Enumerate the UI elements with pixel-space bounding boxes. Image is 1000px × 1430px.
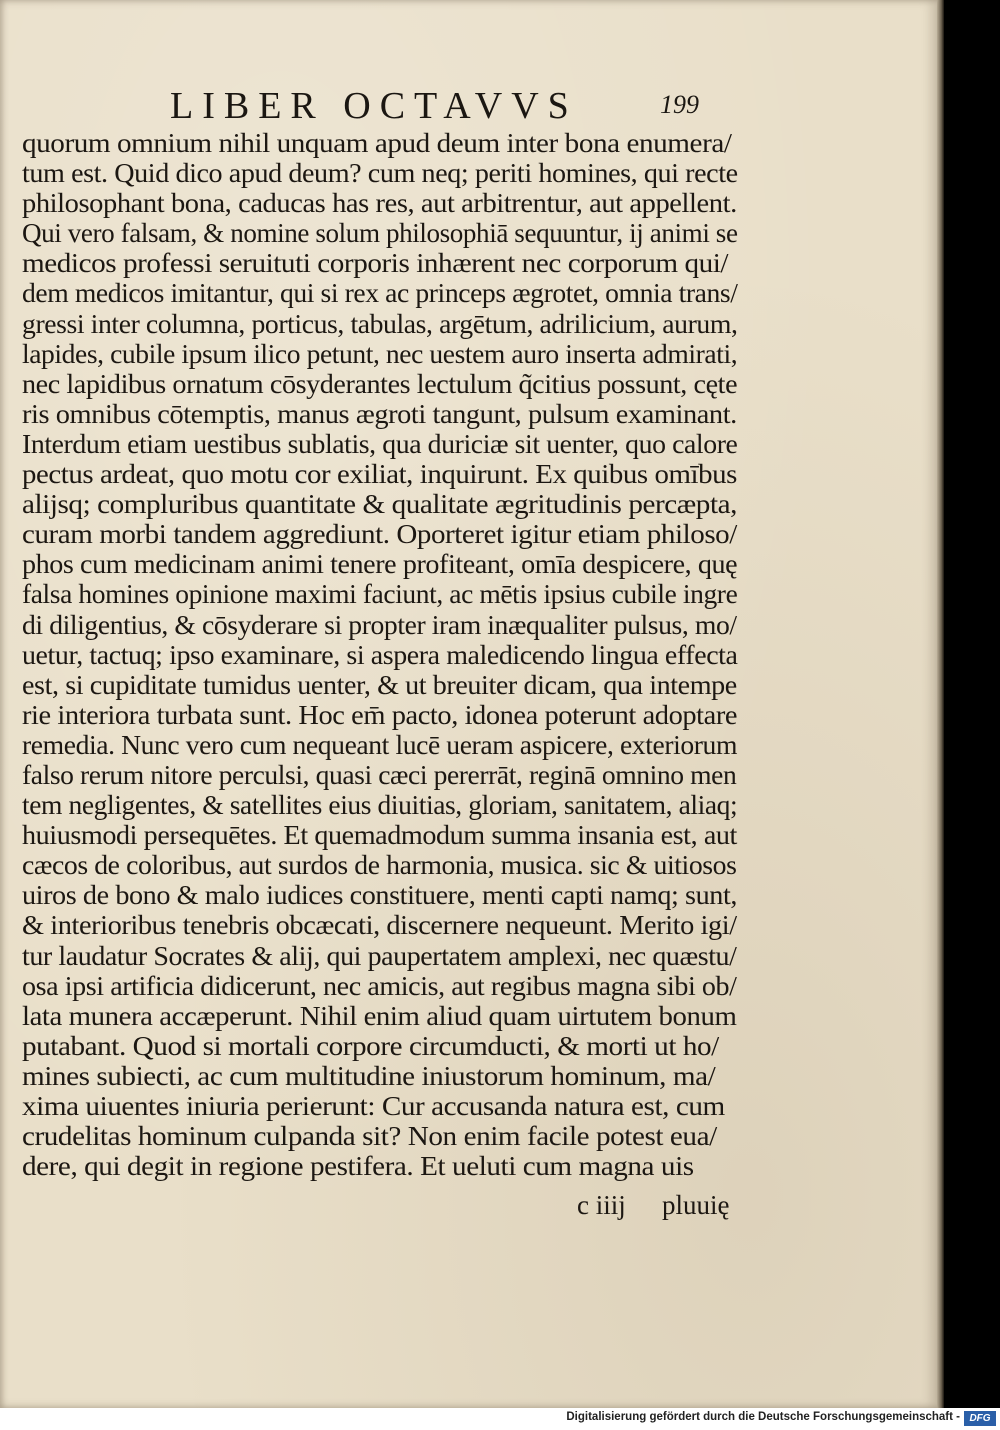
text-line: phos cum medicinam animi tenere profiteant, omīa despicere, quę [22,549,738,580]
text-line: xima uiuentes iniuria perierunt: Cur accusanda natura est, cum [22,1091,725,1121]
text-line: dem medicos imitantur, qui si rex ac princeps ægrotet, omnia trans/ [22,278,738,309]
folio-number: 199 [660,90,699,119]
text-line: philosophant bona, caducas has res, aut arbitrentur, aut appellent. [22,188,737,219]
text-line: falsa homines opinione maximi faciunt, ac mētis ipsius cubile ingre [22,579,738,610]
text-line: alijsq; compluribus quantitate & qualitate ægritudinis percæpta, [22,489,737,520]
text-line: uetur, tactuq; ipso examinare, si aspera maledicendo lingua effecta [22,639,738,670]
text-line: mines subiecti, ac cum multitudine iniustorum hominum, ma/ [22,1060,716,1091]
page-edge [937,0,944,1408]
text-line: cæcos de coloribus, aut surdos de harmonia, musica. sic & uitiosos [22,850,737,881]
text-line: & interioribus tenebris obcæcati, discernere nequeunt. Merito igi/ [22,910,737,941]
text-line: tem negligentes, & satellites eius diuitias, gloriam, sanitatem, aliaq; [22,790,738,821]
text-block [22,128,742,1181]
text-line: dere, qui degit in regione pestifera. Et ueluti cum magna uis [22,1151,694,1182]
text-line: falso rerum nitore perculsi, quasi cæci pererrāt, reginā omnino men [22,759,737,790]
text-line: medicos professi seruituti corporis inhærent nec corporum qui/ [22,248,729,279]
dfg-logo-icon: DFG [964,1411,996,1426]
text-line: putabant. Quod si mortali corpore circumducti, & morti ut ho/ [22,1030,719,1061]
text-line: nec lapidibus ornatum cōsyderantes lectulum q̃citius possunt, cęte [22,368,738,399]
text-line: gressi inter columna, porticus, tabulas, argētum, adrilicium, aurum, [22,308,738,339]
digitization-credit-bar [0,1408,1000,1430]
text-line: Interdum etiam uestibus sublatis, qua duriciæ sit uenter, quo calore [22,428,738,459]
text-line: Qui vero falsam, & nomine solum philosophiā sequuntur, ij animi se [22,218,738,249]
text-line: rie interiora turbata sunt. Hoc em̄ pacto, idonea poterunt adoptare [22,699,738,730]
text-line: uiros de bono & malo iudices constituere, menti capti namq; sunt, [22,880,738,911]
signature-mark: c iiij [577,1190,626,1220]
text-line: crudelitas hominum culpanda sit? Non enim facile potest eua/ [22,1121,717,1152]
text-line: ris omnibus cōtemptis, manus ægroti tangunt, pulsum examinant. [22,398,737,429]
text-line: osa ipsi artificia didicerunt, nec amicis, aut regibus magna sibi ob/ [22,970,737,1001]
page-header [0,84,937,134]
page-footer-line [0,1190,937,1224]
credit-text: Digitalisierung gefördert durch die Deutsche Forschungsgemeinschaft - [566,1411,960,1423]
running-title: LIBER OCTAVVS [170,85,578,127]
text-line: huiusmodi persequētes. Et quemadmodum summa insania est, aut [22,820,737,851]
text-line: quorum omnium nihil unquam apud deum inter bona enumera/ [22,128,732,158]
catchword: pluuię [662,1190,730,1220]
text-line: di diligentius, & cōsyderare si propter iram inæqualiter pulsus, mo/ [22,609,737,640]
text-line: pectus ardeat, quo motu cor exiliat, inquirunt. Ex quibus omībus [22,459,737,490]
text-line: lapides, cubile ipsum ilico petunt, nec uestem auro inserta admirati, [22,338,738,369]
text-line: est, si cupiditate tumidus uenter, & ut breuiter dicam, qua intempe [22,669,737,700]
text-line: remedia. Nunc vero cum nequeant lucē ueram aspicere, exteriorum [22,729,738,760]
text-line: tum est. Quid dico apud deum? cum neq; periti homines, qui recte [22,158,738,189]
text-line: lata munera accæperunt. Nihil enim aliud quam uirtutem bonum [22,1000,737,1031]
text-line: tur laudatur Socrates & alij, qui paupertatem amplexi, nec quæstu/ [22,940,737,971]
text-line: curam morbi tandem aggrediunt. Oporteret igitur etiam philoso/ [22,519,737,550]
